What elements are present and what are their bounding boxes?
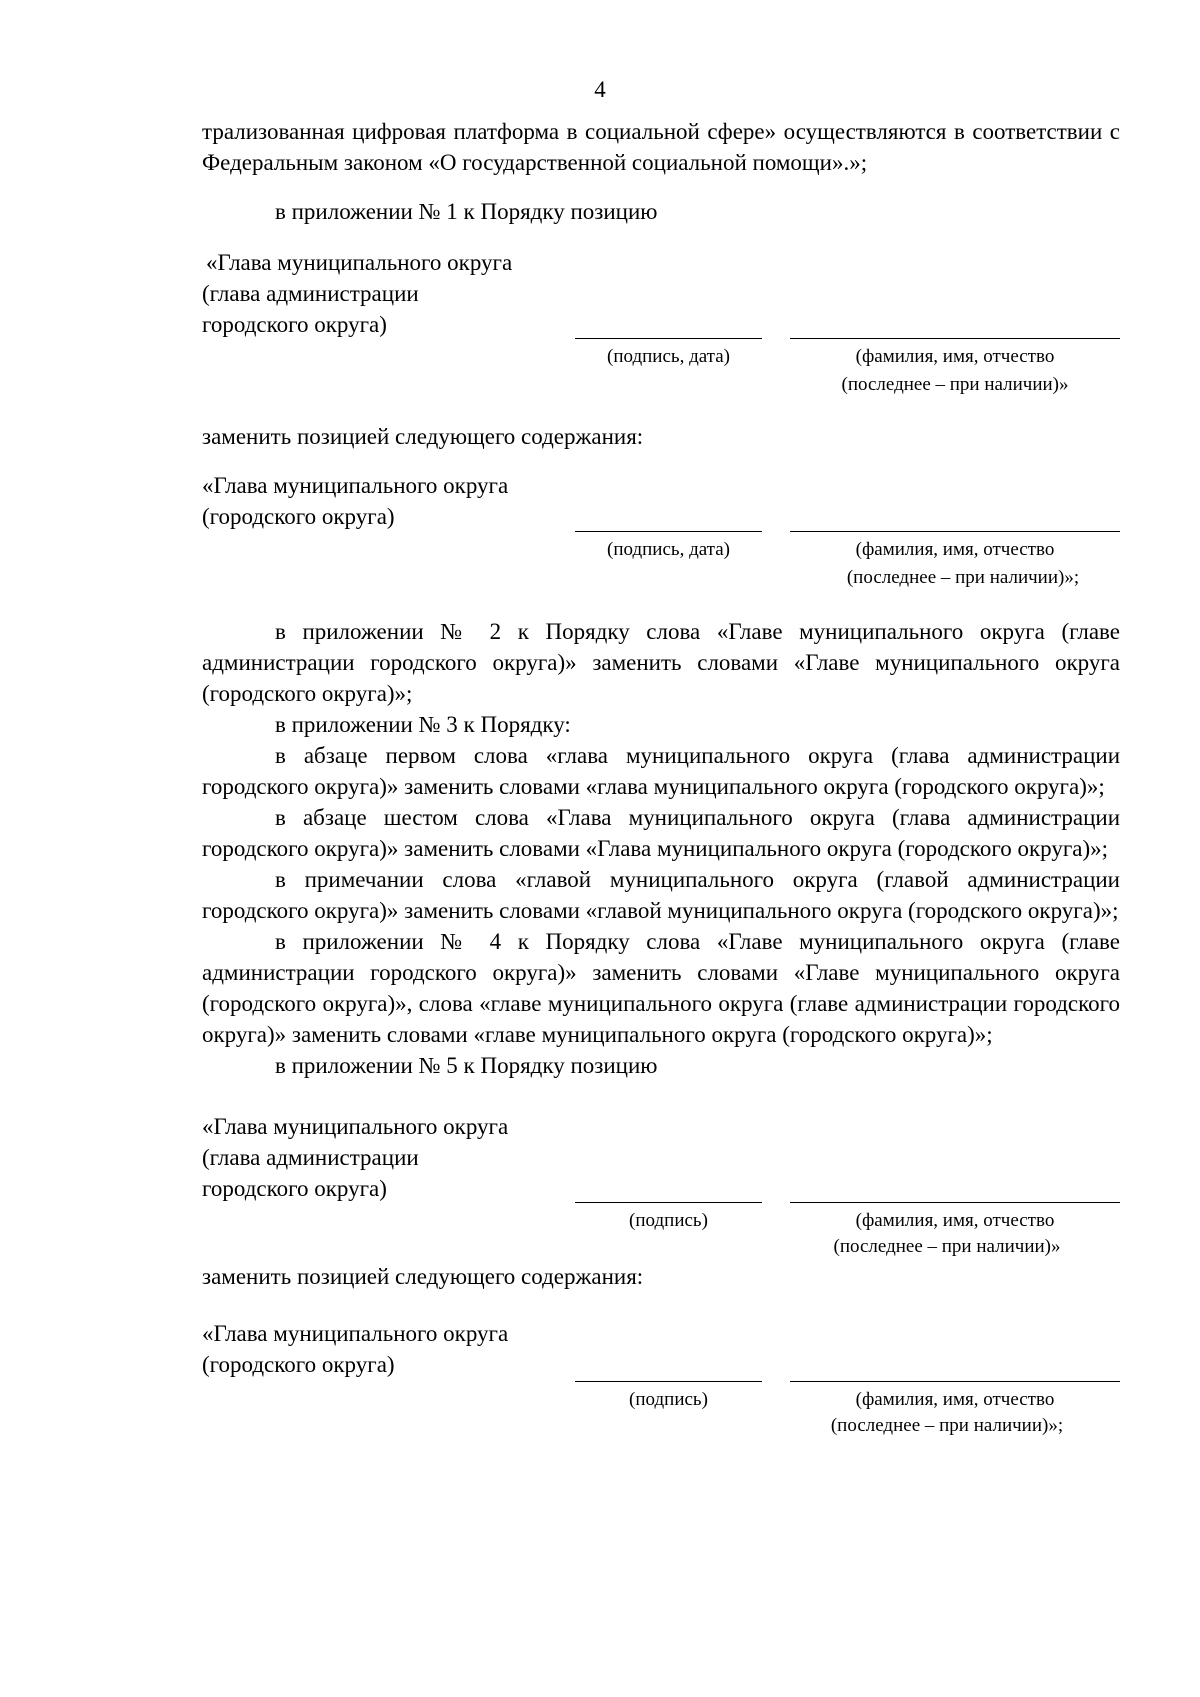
signature-block-1 — [202, 247, 1120, 395]
signature-block-title — [202, 1111, 572, 1204]
signature-block-title — [202, 470, 572, 532]
signature-caption: (подпись) — [629, 1389, 708, 1410]
signature-caption: (подпись, дата) — [607, 346, 730, 367]
paragraph-app4: в приложении № 4 к Порядку слова «Главе муниципального округа (главе администрации городского округа)» заменить словами «Главе муниципального округа (городского округа)», слова «главе муниципального округа (главе администрации городского округа)» заменить словами «главе муниципального округа (городского округа)»; — [202, 929, 1120, 1047]
name-line — [790, 338, 1120, 339]
sig-line: (глава администрации — [202, 1145, 419, 1170]
name-caption-line-1: (фамилия, имя, отчество — [855, 346, 1055, 367]
app1-position-paragraph: в приложении № 1 к Порядку позицию — [275, 199, 658, 224]
name-line — [790, 1381, 1120, 1382]
sig-line: «Глава муниципального округа — [202, 1321, 509, 1346]
name-caption-line-1: (фамилия, имя, отчество — [855, 539, 1055, 560]
paragraph-app3-note: в примечании слова «главой муниципального округа (главой администрации городского округа)» заменить словами «главой муниципального округа (городского округа)»; — [202, 867, 1120, 923]
sig-line: «Глава муниципального округа — [206, 250, 513, 275]
replace-paragraph-2: заменить позицией следующего содержания: — [202, 1264, 644, 1289]
name-caption-line-2: (последнее – при наличии)»; — [830, 1415, 1064, 1436]
paragraph-app3: в приложении № 3 к Порядку: — [275, 712, 571, 737]
sig-line: (городского округа) — [202, 504, 395, 529]
signature-block-title — [202, 1318, 572, 1380]
page-number: 4 — [594, 77, 606, 102]
signature-block-2 — [202, 470, 1120, 588]
intro-paragraph: трализованная цифровая платформа в социальной сфере» осуществляются в соответствии с Федеральным законом «О государственной социальной помощи».»; — [202, 119, 1120, 175]
signature-block-3 — [202, 1111, 1120, 1261]
sig-line: городского округа) — [202, 1176, 387, 1201]
replace-paragraph-1: заменить позицией следующего содержания: — [202, 424, 644, 449]
sig-line: «Глава муниципального округа — [202, 1114, 509, 1139]
name-caption-line-1: (фамилия, имя, отчество — [855, 1210, 1055, 1231]
signature-line — [575, 1381, 762, 1382]
signature-caption: (подпись) — [629, 1210, 708, 1231]
signature-line — [575, 531, 762, 532]
name-line — [790, 531, 1120, 532]
signature-block-4 — [202, 1318, 1120, 1436]
sig-line: «Глава муниципального округа — [202, 473, 509, 498]
signature-block-title — [202, 247, 572, 340]
paragraph-app3-abzac6: в абзаце шестом слова «Глава муниципального округа (глава администрации городского округа)» заменить словами «Глава муниципального округа (городского округа)»; — [202, 805, 1120, 861]
name-caption-line-1: (фамилия, имя, отчество — [855, 1389, 1055, 1410]
name-caption-line-2: (последнее – при наличии)» — [841, 374, 1069, 395]
sig-line: (глава администрации — [202, 281, 419, 306]
sig-line: городского округа) — [202, 312, 387, 337]
document-body — [202, 116, 1120, 1436]
name-caption-line-2: (последнее – при наличии)»; — [846, 567, 1080, 588]
name-line — [790, 1202, 1120, 1203]
paragraph-app5: в приложении № 5 к Порядку позицию — [275, 1053, 658, 1078]
paragraph-app2: в приложении № 2 к Порядку слова «Главе муниципального округа (главе администрации городского округа)» заменить словами «Главе муниципального округа (городского округа)»; — [202, 619, 1120, 706]
signature-line — [575, 338, 762, 339]
signature-line — [575, 1202, 762, 1203]
signature-caption: (подпись, дата) — [607, 539, 730, 560]
sig-line: (городского округа) — [202, 1352, 395, 1377]
paragraph-app3-abzac1: в абзаце первом слова «глава муниципального округа (глава администрации городского округа)» заменить словами «глава муниципального округа (городского округа)»; — [202, 743, 1120, 799]
name-caption-line-2: (последнее – при наличии)» — [833, 1236, 1061, 1257]
